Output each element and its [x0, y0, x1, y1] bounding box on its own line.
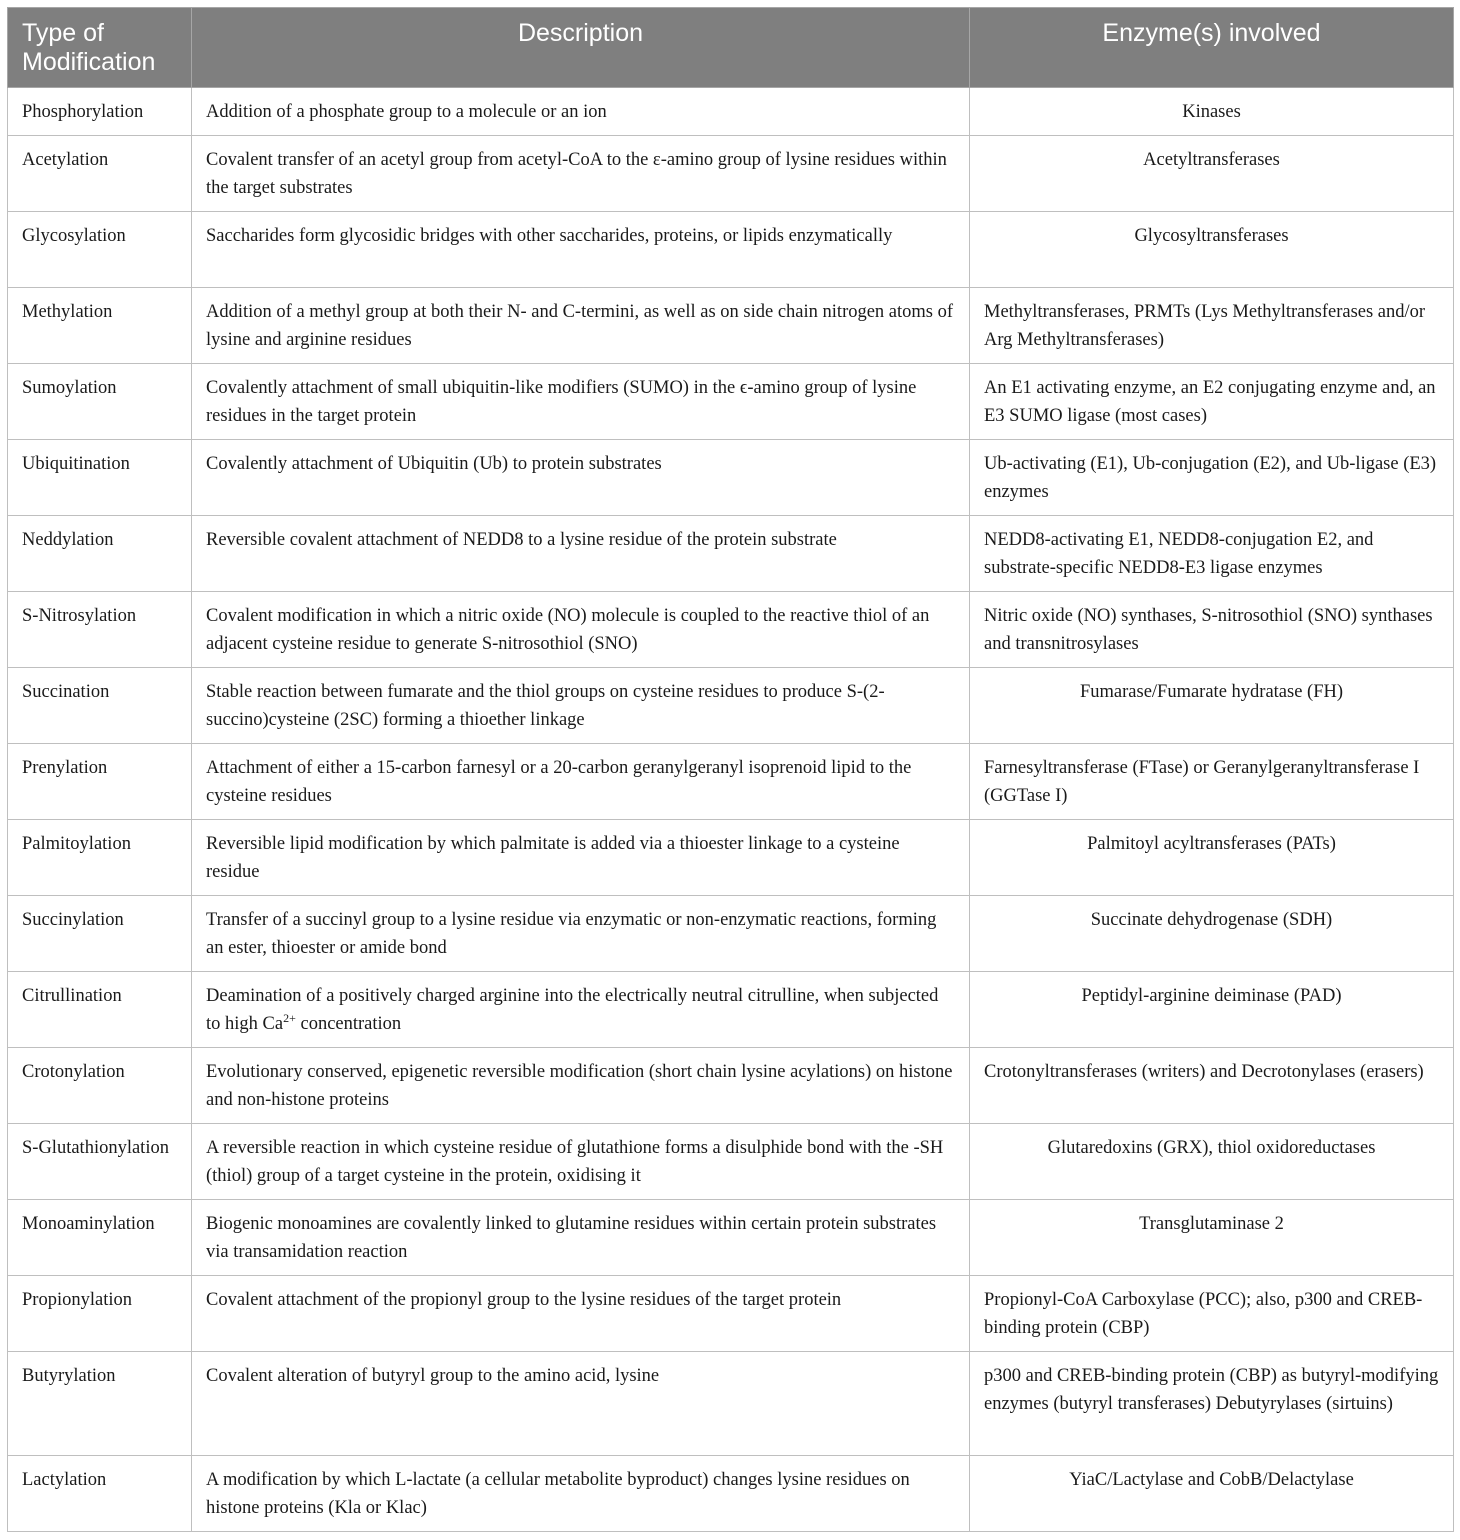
- cell-type: Butyrylation: [8, 1352, 192, 1456]
- cell-description: Reversible lipid modification by which palmitate is added via a thioester linkage to a cysteine residue: [192, 820, 970, 896]
- table-header: [8, 8, 1454, 88]
- header-row: [8, 8, 1454, 88]
- header-type: Type of Modification: [8, 8, 192, 88]
- table-row: [8, 820, 1454, 896]
- table-row: [8, 88, 1454, 136]
- cell-enzymes: Kinases: [970, 88, 1454, 136]
- cell-type: Glycosylation: [8, 212, 192, 288]
- cell-enzymes: Methyltransferases, PRMTs (Lys Methyltransferases and/or Arg Methyltransferases): [970, 288, 1454, 364]
- cell-description: Covalent attachment of the propionyl group to the lysine residues of the target protein: [192, 1276, 970, 1352]
- table-row: [8, 592, 1454, 668]
- cell-enzymes: Palmitoyl acyltransferases (PATs): [970, 820, 1454, 896]
- cell-type: Palmitoylation: [8, 820, 192, 896]
- table-row: [8, 668, 1454, 744]
- cell-enzymes: Glutaredoxins (GRX), thiol oxidoreductases: [970, 1124, 1454, 1200]
- cell-enzymes: An E1 activating enzyme, an E2 conjugating enzyme and, an E3 SUMO ligase (most cases): [970, 364, 1454, 440]
- cell-description: Covalent alteration of butyryl group to the amino acid, lysine: [192, 1352, 970, 1456]
- cell-type: Crotonylation: [8, 1048, 192, 1124]
- table-row: [8, 744, 1454, 820]
- cell-type: S-Nitrosylation: [8, 592, 192, 668]
- cell-description: Stable reaction between fumarate and the thiol groups on cysteine residues to produce S-(2-succino)cysteine (2SC) forming a thioether linkage: [192, 668, 970, 744]
- cell-description: Addition of a methyl group at both their N- and C-termini, as well as on side chain nitrogen atoms of lysine and arginine residues: [192, 288, 970, 364]
- cell-description: [192, 972, 970, 1048]
- table-row: [8, 896, 1454, 972]
- cell-enzymes: Fumarase/Fumarate hydratase (FH): [970, 668, 1454, 744]
- cell-description: Covalent modification in which a nitric oxide (NO) molecule is coupled to the reactive thiol of an adjacent cysteine residue to generate S-nitrosothiol (SNO): [192, 592, 970, 668]
- cell-description: A modification by which L-lactate (a cellular metabolite byproduct) changes lysine residues on histone proteins (Kla or Klac): [192, 1456, 970, 1532]
- cell-enzymes: Acetyltransferases: [970, 136, 1454, 212]
- cell-description: Covalent transfer of an acetyl group from acetyl-CoA to the ε-amino group of lysine residues within the target substrates: [192, 136, 970, 212]
- header-enzymes: Enzyme(s) involved: [970, 8, 1454, 88]
- description-text: Deamination of a positively charged arginine into the electrically neutral citrulline, when subjected to high Ca: [206, 986, 939, 1034]
- cell-type: Neddylation: [8, 516, 192, 592]
- modifications-table: [7, 7, 1454, 1532]
- cell-type: Monoaminylation: [8, 1200, 192, 1276]
- table-row: [8, 516, 1454, 592]
- cell-type: Acetylation: [8, 136, 192, 212]
- cell-type: Phosphorylation: [8, 88, 192, 136]
- cell-enzymes: Ub-activating (E1), Ub-conjugation (E2), and Ub-ligase (E3) enzymes: [970, 440, 1454, 516]
- cell-description: Addition of a phosphate group to a molecule or an ion: [192, 88, 970, 136]
- cell-enzymes: YiaC/Lactylase and CobB/Delactylase: [970, 1456, 1454, 1532]
- cell-enzymes: Peptidyl-arginine deiminase (PAD): [970, 972, 1454, 1048]
- cell-type: Prenylation: [8, 744, 192, 820]
- table-row: [8, 1276, 1454, 1352]
- cell-description: Evolutionary conserved, epigenetic reversible modification (short chain lysine acylations) on histone and non-histone proteins: [192, 1048, 970, 1124]
- table-row: [8, 1352, 1454, 1456]
- cell-description: Covalently attachment of Ubiquitin (Ub) to protein substrates: [192, 440, 970, 516]
- cell-type: Lactylation: [8, 1456, 192, 1532]
- cell-type: Succinylation: [8, 896, 192, 972]
- cell-enzymes: Glycosyltransferases: [970, 212, 1454, 288]
- cell-type: Propionylation: [8, 1276, 192, 1352]
- description-superscript: 2+: [283, 1010, 296, 1025]
- header-description: Description: [192, 8, 970, 88]
- cell-enzymes: Succinate dehydrogenase (SDH): [970, 896, 1454, 972]
- description-tail: concentration: [295, 1014, 402, 1034]
- table-row: [8, 1200, 1454, 1276]
- cell-description: A reversible reaction in which cysteine residue of glutathione forms a disulphide bond with the -SH (thiol) group of a target cysteine in the protein, oxidising it: [192, 1124, 970, 1200]
- cell-type: Methylation: [8, 288, 192, 364]
- cell-type: Ubiquitination: [8, 440, 192, 516]
- table-row: [8, 212, 1454, 288]
- table-row: [8, 1456, 1454, 1532]
- cell-description: Saccharides form glycosidic bridges with other saccharides, proteins, or lipids enzymatically: [192, 212, 970, 288]
- table-row: [8, 288, 1454, 364]
- cell-description: Transfer of a succinyl group to a lysine residue via enzymatic or non-enzymatic reactions, forming an ester, thioester or amide bond: [192, 896, 970, 972]
- cell-type: S-Glutathionylation: [8, 1124, 192, 1200]
- table-row: [8, 1124, 1454, 1200]
- table-row: [8, 136, 1454, 212]
- table-body: [8, 88, 1454, 1532]
- cell-enzymes: Transglutaminase 2: [970, 1200, 1454, 1276]
- cell-type: Succination: [8, 668, 192, 744]
- table-row: [8, 364, 1454, 440]
- table-row: [8, 972, 1454, 1048]
- cell-enzymes: Nitric oxide (NO) synthases, S-nitrosothiol (SNO) synthases and transnitrosylases: [970, 592, 1454, 668]
- cell-enzymes: p300 and CREB-binding protein (CBP) as butyryl-modifying enzymes (butyryl transferases) Debutyrylases (sirtuins): [970, 1352, 1454, 1456]
- cell-description: Biogenic monoamines are covalently linked to glutamine residues within certain protein substrates via transamidation reaction: [192, 1200, 970, 1276]
- cell-type: Sumoylation: [8, 364, 192, 440]
- cell-enzymes: Propionyl-CoA Carboxylase (PCC); also, p300 and CREB-binding protein (CBP): [970, 1276, 1454, 1352]
- table-row: [8, 440, 1454, 516]
- cell-description: Covalently attachment of small ubiquitin-like modifiers (SUMO) in the ϵ-amino group of lysine residues in the target protein: [192, 364, 970, 440]
- cell-type: Citrullination: [8, 972, 192, 1048]
- cell-enzymes: Crotonyltransferases (writers) and Decrotonylases (erasers): [970, 1048, 1454, 1124]
- cell-enzymes: Farnesyltransferase (FTase) or Geranylgeranyltransferase I (GGTase I): [970, 744, 1454, 820]
- cell-enzymes: NEDD8-activating E1, NEDD8-conjugation E2, and substrate-specific NEDD8-E3 ligase enzymes: [970, 516, 1454, 592]
- cell-description: Reversible covalent attachment of NEDD8 to a lysine residue of the protein substrate: [192, 516, 970, 592]
- cell-description: Attachment of either a 15-carbon farnesyl or a 20-carbon geranylgeranyl isoprenoid lipid to the cysteine residues: [192, 744, 970, 820]
- table-row: [8, 1048, 1454, 1124]
